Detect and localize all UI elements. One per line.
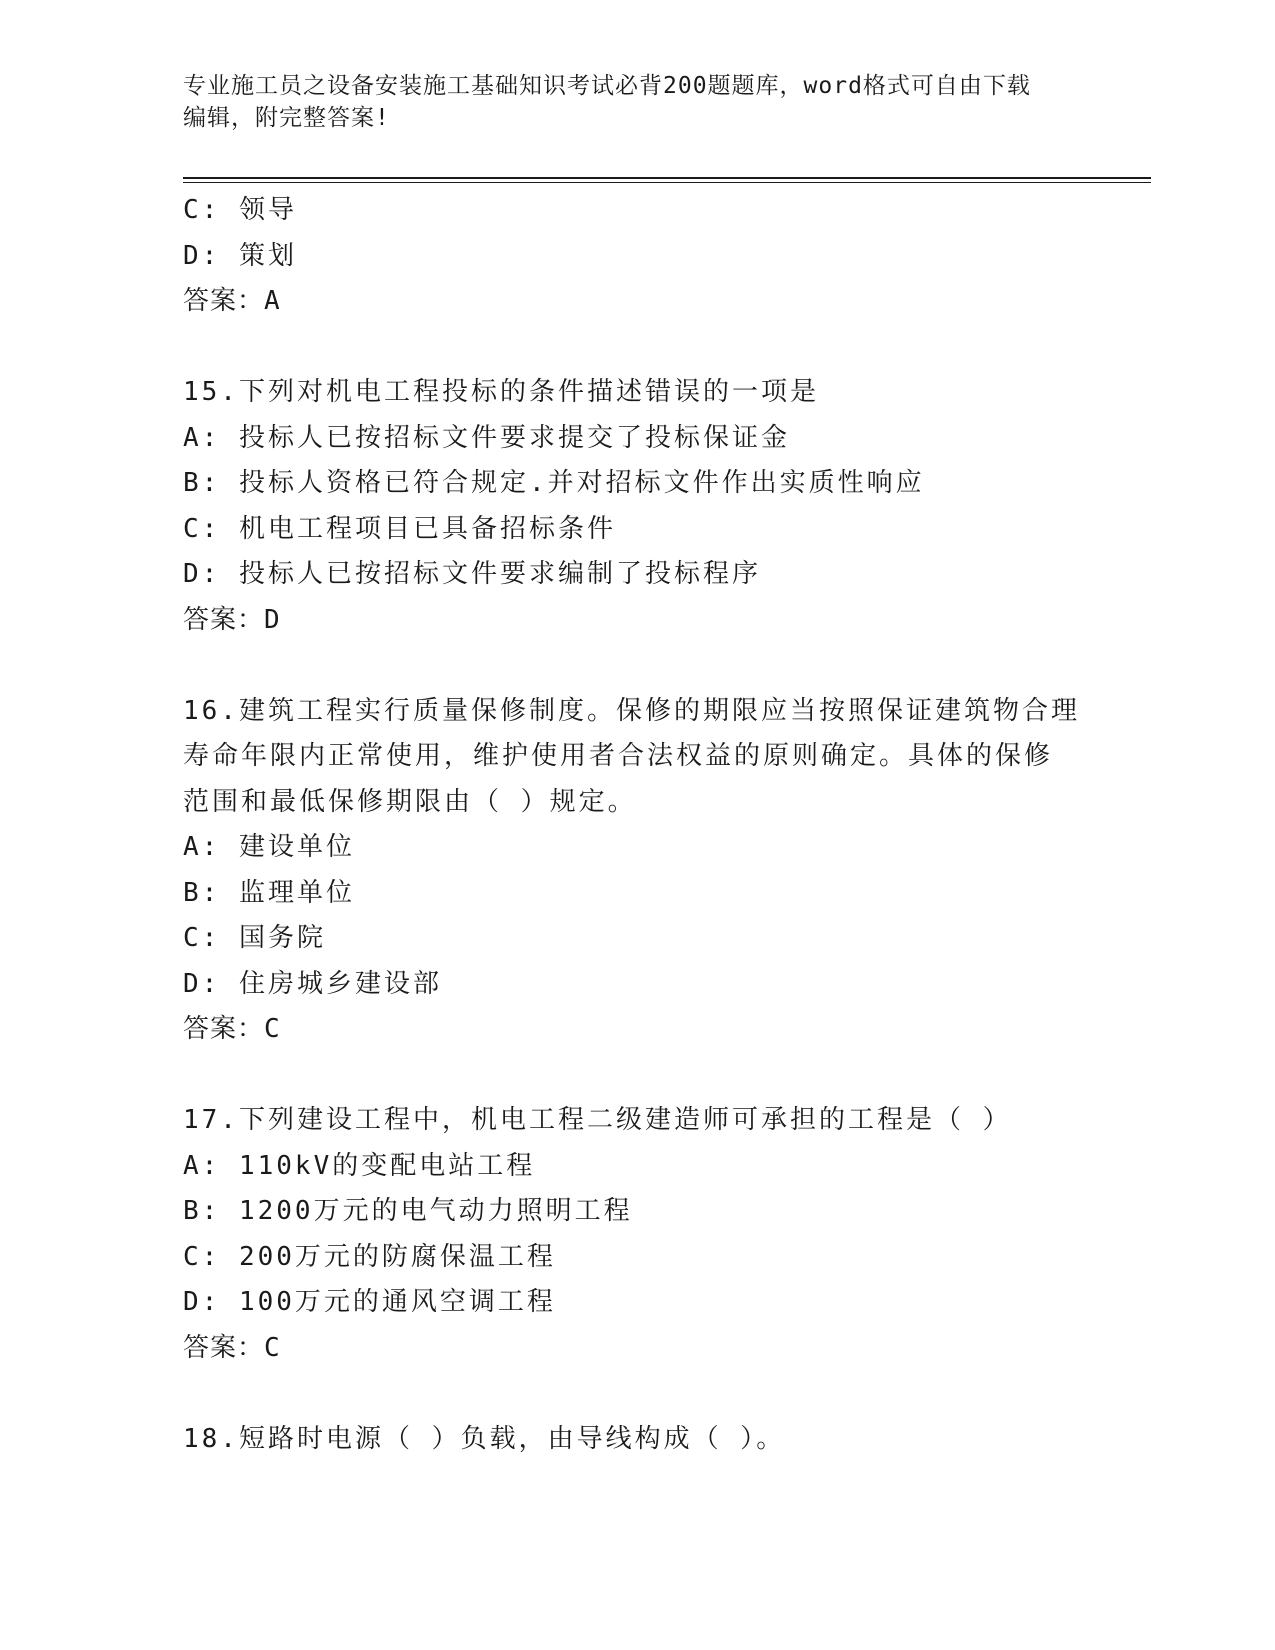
option-d: D: 100万元的通风空调工程 xyxy=(183,1287,556,1317)
option-d: D: 投标人已按招标文件要求编制了投标程序 xyxy=(183,559,761,589)
question-text-line-1: 16.建筑工程实行质量保修制度。保修的期限应当按照保证建筑物合理 xyxy=(183,695,1080,726)
option-c: C: 200万元的防腐保温工程 xyxy=(183,1241,556,1272)
spacer xyxy=(183,643,1083,689)
option-a: A: 投标人已按招标文件要求提交了投标保证金 xyxy=(183,422,790,453)
header-title-line-2: 编辑，附完整答案! xyxy=(183,105,390,131)
question-block-14 xyxy=(183,188,1083,325)
option-c: C: 国务院 xyxy=(183,923,326,953)
option-b: B: 监理单位 xyxy=(183,877,355,908)
page-header xyxy=(183,70,1083,134)
answer-line: 答案：A xyxy=(183,286,281,316)
answer-line: 答案：C xyxy=(183,1332,281,1363)
spacer xyxy=(183,1371,1083,1417)
option-a: A: 110kV的变配电站工程 xyxy=(183,1150,536,1181)
option-d: D: 策划 xyxy=(183,240,297,271)
question-text-line-3: 范围和最低保修期限由（ ）规定。 xyxy=(183,786,637,817)
spacer xyxy=(183,1053,1083,1099)
option-b: B: 1200万元的电气动力照明工程 xyxy=(183,1196,633,1226)
question-text: 17.下列建设工程中，机电工程二级建造师可承担的工程是（ ） xyxy=(183,1105,1012,1135)
option-a: A: 建设单位 xyxy=(183,832,355,862)
question-block-16 xyxy=(183,689,1083,1053)
question-block-15 xyxy=(183,370,1083,643)
option-c: C: 机电工程项目已具备招标条件 xyxy=(183,513,616,544)
spacer xyxy=(183,325,1083,371)
option-d: D: 住房城乡建设部 xyxy=(183,968,442,999)
header-divider-thick xyxy=(183,177,1151,179)
answer-line: 答案：D xyxy=(183,604,281,635)
option-c: C: 领导 xyxy=(183,195,297,225)
question-text: 15.下列对机电工程投标的条件描述错误的一项是 xyxy=(183,377,819,407)
option-b: B: 投标人资格已符合规定.并对招标文件作出实质性响应 xyxy=(183,468,925,498)
question-block-18 xyxy=(183,1417,1083,1463)
answer-line: 答案：C xyxy=(183,1014,281,1044)
question-text-line-2: 寿命年限内正常使用，维护使用者合法权益的原则确定。具体的保修 xyxy=(183,741,1054,771)
header-title-line-1: 专业施工员之设备安装施工基础知识考试必背200题题库，word格式可自由下载 xyxy=(183,73,1031,99)
question-text: 18.短路时电源（ ）负载，由导线构成（ ）。 xyxy=(183,1423,786,1454)
question-block-17 xyxy=(183,1098,1083,1371)
header-divider-thin xyxy=(183,182,1151,183)
question-list xyxy=(183,188,1083,1462)
